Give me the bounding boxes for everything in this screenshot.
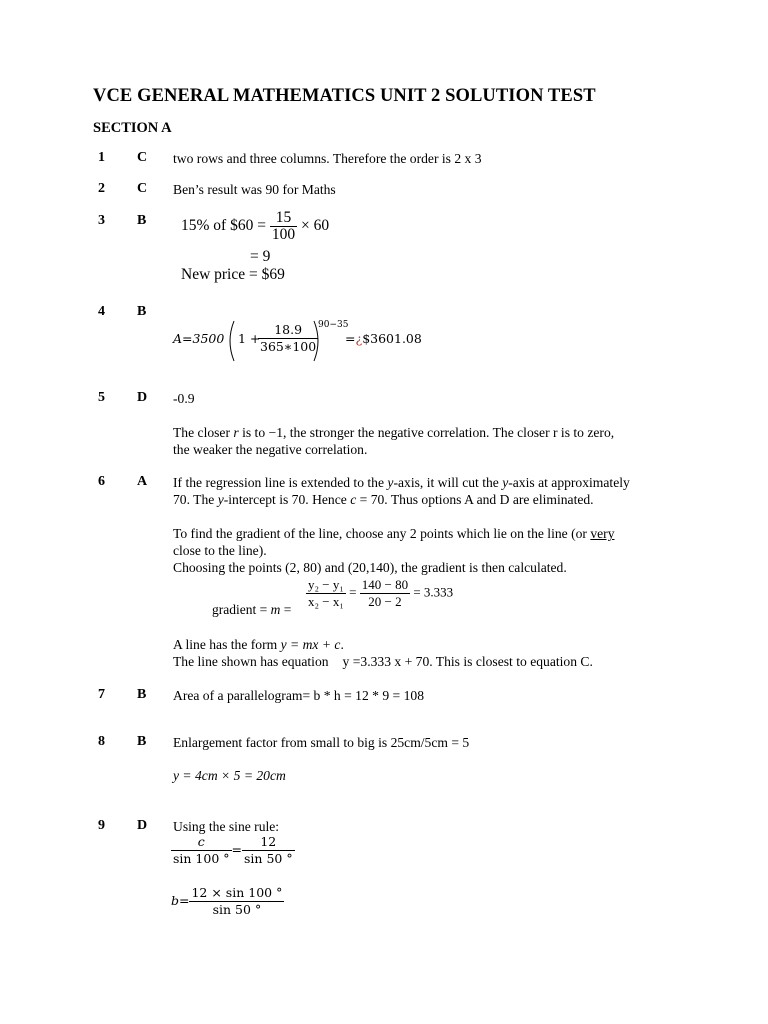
question-number: 9 — [98, 818, 105, 833]
fraction-denominator: sin 100 ° — [173, 851, 230, 866]
question-number: 8 — [98, 734, 105, 749]
answer-letter: C — [137, 181, 148, 196]
fraction-numerator: 15 — [270, 210, 297, 227]
equals-sign: = — [231, 842, 243, 857]
text-run: A line has the form — [173, 637, 281, 652]
solution-text: Choosing the points (2, 80) and (20,140), the gradient is then calculated. — [173, 560, 567, 575]
fraction-denominator: 365∗100 — [260, 339, 317, 354]
percentage-equation — [181, 210, 329, 243]
answer-letter: D — [137, 390, 148, 405]
fraction — [270, 210, 297, 243]
question-number: 1 — [98, 150, 105, 165]
compound-interest-lhs — [173, 331, 224, 346]
fraction-denominator: x₂ − x₁ — [308, 594, 344, 609]
text-run: The closer — [173, 425, 234, 440]
fraction — [242, 834, 295, 867]
glyph-artifact: ¿ — [355, 331, 363, 346]
solution-text: the weaker the negative correlation. — [173, 442, 368, 457]
fraction-numerator: 140 − 80 — [361, 577, 409, 592]
text-run: -axis, it will cut the — [393, 475, 503, 490]
variable: y — [502, 475, 509, 490]
answer-letter: B — [137, 734, 147, 749]
equation-step: = 9 — [250, 248, 271, 265]
variable: y — [387, 475, 394, 490]
equation-lhs: 15% of $60 = — [181, 217, 266, 235]
sine-rule-solution — [171, 885, 284, 918]
variable: c — [350, 492, 357, 507]
gradient-label — [212, 602, 291, 618]
solution-text — [173, 492, 594, 508]
fraction-numerator: y₂ − y₁ — [308, 577, 344, 592]
solution-text — [173, 425, 614, 441]
fraction-denominator: sin 50 ° — [212, 902, 262, 917]
fraction — [360, 577, 410, 610]
exponent: 90−35 — [318, 320, 349, 330]
result-value: $3601.08 — [362, 331, 422, 346]
fraction-numerator: 12 × sin 100 ° — [191, 885, 283, 900]
equals-sign: = — [349, 584, 357, 600]
solution-text: two rows and three columns. Therefore the order is 2 x 3 — [173, 151, 482, 166]
answer-letter: C — [137, 150, 148, 165]
text-run: . — [340, 637, 344, 652]
fraction-denominator: 100 — [271, 226, 296, 243]
solution-text — [173, 637, 344, 653]
page-title: VCE GENERAL MATHEMATICS UNIT 2 SOLUTION TEST — [93, 86, 596, 106]
question-number: 7 — [98, 687, 105, 702]
solution-text: Using the sine rule: — [173, 819, 280, 834]
fraction-denominator: 20 − 2 — [368, 594, 402, 609]
text-run: = — [280, 602, 292, 617]
text-run: y =3.333 x + 70. This is closest to equation C. — [342, 654, 593, 669]
question-number: 2 — [98, 181, 105, 196]
answer-letter: D — [137, 818, 148, 833]
solution-text: close to the line). — [173, 543, 267, 558]
question-number: 4 — [98, 304, 105, 319]
fraction-numerator: 12 — [242, 834, 295, 851]
equation-result: = 3.333 — [413, 584, 454, 600]
fraction-numerator: c — [171, 834, 232, 851]
interest-fraction — [258, 322, 318, 355]
text-run: 70. The — [173, 492, 218, 507]
equals-sign: = — [345, 331, 356, 346]
solution-text: Area of a parallelogram= b * h = 12 * 9 = 108 — [173, 688, 424, 703]
solution-text: Ben’s result was 90 for Maths — [173, 182, 336, 197]
text-run: = 70. Thus options A and D are eliminated. — [356, 492, 594, 507]
equation: y = mx + c — [280, 637, 341, 652]
left-paren — [230, 321, 234, 361]
one-plus: 1 + — [238, 331, 261, 346]
variable: y — [217, 492, 224, 507]
text-run: If the regression line is extended to the — [173, 475, 388, 490]
equation-lhs: b= — [171, 893, 190, 908]
fraction-denominator: sin 50 ° — [244, 851, 293, 866]
solution-text — [173, 526, 615, 542]
question-number: 6 — [98, 474, 105, 489]
answer-letter: B — [137, 687, 147, 702]
fraction — [189, 885, 284, 918]
sine-rule-equation — [171, 834, 295, 867]
fraction — [171, 834, 232, 867]
question-number: 5 — [98, 390, 105, 405]
equation-lhs: A=3500 — [173, 331, 225, 346]
question-number: 3 — [98, 213, 105, 228]
fraction-numerator: 18.9 — [258, 322, 318, 339]
equation-rhs: × 60 — [300, 217, 330, 235]
variable: r — [233, 425, 239, 440]
answer-letter: A — [137, 474, 148, 489]
text-run: To find the gradient of the line, choose any 2 points which lie on the line (or — [173, 526, 591, 541]
enlargement-equation: y = 4cm × 5 = 20cm — [173, 768, 286, 783]
solution-text — [173, 654, 593, 670]
compound-interest-result — [345, 331, 422, 346]
variable: m — [270, 602, 281, 617]
underlined-word: very — [590, 526, 615, 541]
answer-value: -0.9 — [173, 391, 195, 406]
solution-text: Enlargement factor from small to big is 25cm/5cm = 5 — [173, 735, 470, 750]
fraction — [258, 322, 318, 355]
equation-result: New price = $69 — [181, 266, 285, 283]
text-run: -intercept is 70. Hence — [223, 492, 351, 507]
answer-letter: B — [137, 213, 147, 228]
solution-text — [173, 475, 630, 491]
text-run: -axis at approximately — [508, 475, 630, 490]
gradient-formula — [306, 577, 453, 610]
fraction — [306, 577, 346, 610]
text-run: The line shown has equation — [173, 654, 329, 669]
text-run: gradient = — [212, 602, 271, 617]
answer-letter: B — [137, 304, 147, 319]
section-heading: SECTION A — [93, 120, 172, 136]
text-run: is to −1, the stronger the negative correlation. The closer r is to zero, — [238, 425, 615, 440]
